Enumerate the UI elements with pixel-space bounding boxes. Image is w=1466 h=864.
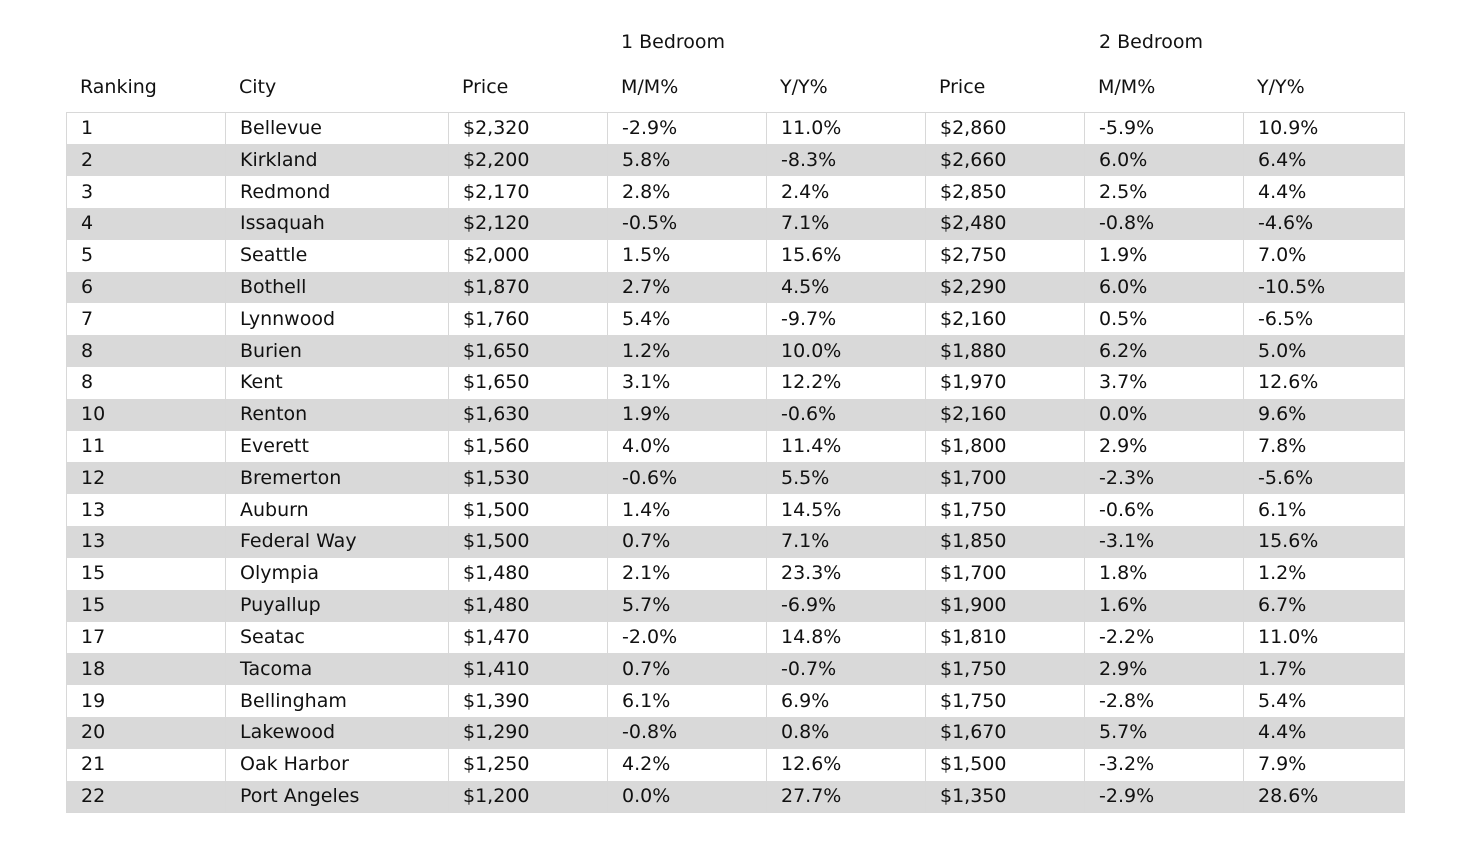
1br-mm-cell: 2.8%	[608, 176, 767, 208]
1br-price-cell: $1,390	[449, 685, 608, 717]
2br-price-cell: $1,700	[926, 558, 1085, 590]
column-header-2br-yy: Y/Y%	[1257, 76, 1305, 98]
ranking-cell: 4	[67, 208, 226, 240]
2br-mm-cell: -0.8%	[1085, 208, 1244, 240]
2br-price-cell: $1,670	[926, 717, 1085, 749]
1br-mm-cell: 1.9%	[608, 399, 767, 431]
2br-price-cell: $2,290	[926, 272, 1085, 304]
2br-mm-cell: 1.6%	[1085, 590, 1244, 622]
ranking-cell: 6	[67, 272, 226, 304]
city-cell: Everett	[226, 431, 449, 463]
2br-price-cell: $1,880	[926, 335, 1085, 367]
2br-price-cell: $2,850	[926, 176, 1085, 208]
column-header-city: City	[239, 76, 277, 98]
column-header-ranking: Ranking	[80, 76, 157, 98]
city-cell: Seattle	[226, 240, 449, 272]
2br-mm-cell: 3.7%	[1085, 367, 1244, 399]
2br-mm-cell: -3.2%	[1085, 749, 1244, 781]
1br-yy-cell: 14.8%	[767, 622, 926, 654]
1br-yy-cell: 15.6%	[767, 240, 926, 272]
2br-yy-cell: -6.5%	[1244, 303, 1405, 335]
city-cell: Renton	[226, 399, 449, 431]
2br-price-cell: $1,750	[926, 685, 1085, 717]
1br-yy-cell: 6.9%	[767, 685, 926, 717]
2br-mm-cell: -5.9%	[1085, 113, 1244, 145]
2br-mm-cell: 2.9%	[1085, 653, 1244, 685]
1br-price-cell: $1,500	[449, 526, 608, 558]
ranking-cell: 11	[67, 431, 226, 463]
city-cell: Oak Harbor	[226, 749, 449, 781]
1br-price-cell: $1,760	[449, 303, 608, 335]
2br-mm-cell: 2.5%	[1085, 176, 1244, 208]
ranking-cell: 15	[67, 558, 226, 590]
ranking-cell: 13	[67, 526, 226, 558]
table-row	[67, 558, 1405, 590]
1br-mm-cell: 1.4%	[608, 494, 767, 526]
2br-price-cell: $2,480	[926, 208, 1085, 240]
2br-yy-cell: 4.4%	[1244, 176, 1405, 208]
1br-price-cell: $2,200	[449, 144, 608, 176]
city-cell: Kirkland	[226, 144, 449, 176]
2br-mm-cell: 0.0%	[1085, 399, 1244, 431]
ranking-cell: 5	[67, 240, 226, 272]
1br-mm-cell: 1.5%	[608, 240, 767, 272]
1br-price-cell: $2,000	[449, 240, 608, 272]
2br-price-cell: $2,160	[926, 303, 1085, 335]
2br-price-cell: $1,800	[926, 431, 1085, 463]
2br-mm-cell: 2.9%	[1085, 431, 1244, 463]
column-header-row	[66, 72, 1404, 102]
1br-price-cell: $1,870	[449, 272, 608, 304]
2br-mm-cell: 1.9%	[1085, 240, 1244, 272]
table-row	[67, 335, 1405, 367]
rent-ranking-table	[66, 112, 1405, 813]
table-row	[67, 144, 1405, 176]
table-row	[67, 208, 1405, 240]
table-row	[67, 622, 1405, 654]
2br-price-cell: $1,700	[926, 462, 1085, 494]
ranking-cell: 15	[67, 590, 226, 622]
table-row	[67, 240, 1405, 272]
1br-price-cell: $1,560	[449, 431, 608, 463]
2br-price-cell: $2,660	[926, 144, 1085, 176]
1br-mm-cell: 0.7%	[608, 653, 767, 685]
1br-mm-cell: 2.7%	[608, 272, 767, 304]
city-cell: Bellingham	[226, 685, 449, 717]
1br-mm-cell: 5.8%	[608, 144, 767, 176]
1br-price-cell: $1,650	[449, 367, 608, 399]
city-cell: Lakewood	[226, 717, 449, 749]
1br-yy-cell: 27.7%	[767, 781, 926, 813]
2br-price-cell: $1,850	[926, 526, 1085, 558]
ranking-cell: 1	[67, 113, 226, 145]
1br-yy-cell: 11.0%	[767, 113, 926, 145]
1br-yy-cell: 10.0%	[767, 335, 926, 367]
city-cell: Lynnwood	[226, 303, 449, 335]
1br-yy-cell: 14.5%	[767, 494, 926, 526]
2br-mm-cell: 6.0%	[1085, 272, 1244, 304]
2br-mm-cell: 5.7%	[1085, 717, 1244, 749]
1br-price-cell: $1,630	[449, 399, 608, 431]
2br-yy-cell: -10.5%	[1244, 272, 1405, 304]
1br-mm-cell: 4.2%	[608, 749, 767, 781]
1br-yy-cell: 11.4%	[767, 431, 926, 463]
1br-price-cell: $1,410	[449, 653, 608, 685]
city-cell: Bothell	[226, 272, 449, 304]
column-header-1br-yy: Y/Y%	[780, 76, 828, 98]
1br-price-cell: $1,250	[449, 749, 608, 781]
table-row	[67, 431, 1405, 463]
1br-yy-cell: -0.6%	[767, 399, 926, 431]
city-cell: Federal Way	[226, 526, 449, 558]
1br-yy-cell: 12.2%	[767, 367, 926, 399]
1br-mm-cell: 5.4%	[608, 303, 767, 335]
2br-price-cell: $2,160	[926, 399, 1085, 431]
1br-yy-cell: 4.5%	[767, 272, 926, 304]
1br-yy-cell: -9.7%	[767, 303, 926, 335]
1br-mm-cell: -2.9%	[608, 113, 767, 145]
table-row	[67, 494, 1405, 526]
2br-price-cell: $2,860	[926, 113, 1085, 145]
1br-yy-cell: -6.9%	[767, 590, 926, 622]
2br-mm-cell: -2.9%	[1085, 781, 1244, 813]
2br-yy-cell: 9.6%	[1244, 399, 1405, 431]
city-cell: Auburn	[226, 494, 449, 526]
1br-mm-cell: 0.7%	[608, 526, 767, 558]
2br-yy-cell: 6.7%	[1244, 590, 1405, 622]
1br-price-cell: $2,120	[449, 208, 608, 240]
1br-mm-cell: -0.8%	[608, 717, 767, 749]
2br-yy-cell: 7.0%	[1244, 240, 1405, 272]
1br-mm-cell: 5.7%	[608, 590, 767, 622]
2br-yy-cell: 4.4%	[1244, 717, 1405, 749]
city-cell: Tacoma	[226, 653, 449, 685]
2br-yy-cell: -4.6%	[1244, 208, 1405, 240]
1br-price-cell: $1,480	[449, 558, 608, 590]
table-row	[67, 399, 1405, 431]
2br-yy-cell: -5.6%	[1244, 462, 1405, 494]
1br-mm-cell: -0.5%	[608, 208, 767, 240]
1br-price-cell: $1,200	[449, 781, 608, 813]
table-row	[67, 526, 1405, 558]
1br-yy-cell: 23.3%	[767, 558, 926, 590]
1br-yy-cell: 7.1%	[767, 208, 926, 240]
ranking-cell: 22	[67, 781, 226, 813]
1br-yy-cell: 0.8%	[767, 717, 926, 749]
1br-mm-cell: 2.1%	[608, 558, 767, 590]
2br-mm-cell: 0.5%	[1085, 303, 1244, 335]
1br-mm-cell: 1.2%	[608, 335, 767, 367]
2br-yy-cell: 1.2%	[1244, 558, 1405, 590]
column-header-1br-price: Price	[462, 76, 509, 98]
2br-yy-cell: 11.0%	[1244, 622, 1405, 654]
2br-price-cell: $1,970	[926, 367, 1085, 399]
2br-price-cell: $2,750	[926, 240, 1085, 272]
city-cell: Redmond	[226, 176, 449, 208]
2br-mm-cell: -3.1%	[1085, 526, 1244, 558]
1br-price-cell: $2,320	[449, 113, 608, 145]
city-cell: Port Angeles	[226, 781, 449, 813]
ranking-cell: 3	[67, 176, 226, 208]
2br-yy-cell: 12.6%	[1244, 367, 1405, 399]
1br-yy-cell: 5.5%	[767, 462, 926, 494]
table-row	[67, 113, 1405, 145]
table-row	[67, 272, 1405, 304]
ranking-cell: 10	[67, 399, 226, 431]
2br-mm-cell: -2.2%	[1085, 622, 1244, 654]
group-header-1-bedroom: 1 Bedroom	[621, 31, 726, 53]
ranking-cell: 12	[67, 462, 226, 494]
city-cell: Bremerton	[226, 462, 449, 494]
ranking-cell: 13	[67, 494, 226, 526]
2br-yy-cell: 7.8%	[1244, 431, 1405, 463]
2br-price-cell: $1,500	[926, 749, 1085, 781]
city-cell: Seatac	[226, 622, 449, 654]
1br-yy-cell: 12.6%	[767, 749, 926, 781]
1br-price-cell: $1,290	[449, 717, 608, 749]
column-header-1br-mm: M/M%	[621, 76, 679, 98]
ranking-cell: 8	[67, 335, 226, 367]
2br-price-cell: $1,350	[926, 781, 1085, 813]
2br-price-cell: $1,750	[926, 653, 1085, 685]
1br-mm-cell: -0.6%	[608, 462, 767, 494]
1br-price-cell: $2,170	[449, 176, 608, 208]
ranking-cell: 21	[67, 749, 226, 781]
table-row	[67, 303, 1405, 335]
1br-mm-cell: 6.1%	[608, 685, 767, 717]
city-cell: Burien	[226, 335, 449, 367]
1br-mm-cell: -2.0%	[608, 622, 767, 654]
table-row	[67, 176, 1405, 208]
2br-price-cell: $1,750	[926, 494, 1085, 526]
2br-yy-cell: 5.4%	[1244, 685, 1405, 717]
1br-price-cell: $1,470	[449, 622, 608, 654]
table-row	[67, 781, 1405, 813]
1br-yy-cell: 7.1%	[767, 526, 926, 558]
city-cell: Bellevue	[226, 113, 449, 145]
2br-mm-cell: 6.2%	[1085, 335, 1244, 367]
2br-yy-cell: 5.0%	[1244, 335, 1405, 367]
2br-yy-cell: 10.9%	[1244, 113, 1405, 145]
ranking-cell: 2	[67, 144, 226, 176]
table-row	[67, 590, 1405, 622]
2br-yy-cell: 6.1%	[1244, 494, 1405, 526]
2br-mm-cell: 1.8%	[1085, 558, 1244, 590]
city-cell: Olympia	[226, 558, 449, 590]
2br-yy-cell: 28.6%	[1244, 781, 1405, 813]
table-row	[67, 653, 1405, 685]
table-row	[67, 462, 1405, 494]
1br-mm-cell: 0.0%	[608, 781, 767, 813]
ranking-cell: 8	[67, 367, 226, 399]
ranking-cell: 7	[67, 303, 226, 335]
city-cell: Issaquah	[226, 208, 449, 240]
ranking-cell: 20	[67, 717, 226, 749]
2br-price-cell: $1,810	[926, 622, 1085, 654]
2br-mm-cell: -2.8%	[1085, 685, 1244, 717]
1br-mm-cell: 3.1%	[608, 367, 767, 399]
1br-price-cell: $1,530	[449, 462, 608, 494]
table-row	[67, 367, 1405, 399]
ranking-cell: 18	[67, 653, 226, 685]
1br-mm-cell: 4.0%	[608, 431, 767, 463]
column-header-2br-price: Price	[939, 76, 986, 98]
city-cell: Puyallup	[226, 590, 449, 622]
city-cell: Kent	[226, 367, 449, 399]
2br-yy-cell: 15.6%	[1244, 526, 1405, 558]
2br-yy-cell: 7.9%	[1244, 749, 1405, 781]
ranking-cell: 17	[67, 622, 226, 654]
2br-mm-cell: -0.6%	[1085, 494, 1244, 526]
1br-yy-cell: 2.4%	[767, 176, 926, 208]
1br-yy-cell: -0.7%	[767, 653, 926, 685]
1br-price-cell: $1,650	[449, 335, 608, 367]
2br-mm-cell: -2.3%	[1085, 462, 1244, 494]
1br-price-cell: $1,480	[449, 590, 608, 622]
2br-price-cell: $1,900	[926, 590, 1085, 622]
table-body	[67, 113, 1405, 813]
2br-mm-cell: 6.0%	[1085, 144, 1244, 176]
1br-yy-cell: -8.3%	[767, 144, 926, 176]
group-header-2-bedroom: 2 Bedroom	[1099, 31, 1204, 53]
2br-yy-cell: 1.7%	[1244, 653, 1405, 685]
ranking-cell: 19	[67, 685, 226, 717]
column-header-2br-mm: M/M%	[1098, 76, 1156, 98]
1br-price-cell: $1,500	[449, 494, 608, 526]
2br-yy-cell: 6.4%	[1244, 144, 1405, 176]
table-row	[67, 685, 1405, 717]
table-row	[67, 717, 1405, 749]
table-row	[67, 749, 1405, 781]
